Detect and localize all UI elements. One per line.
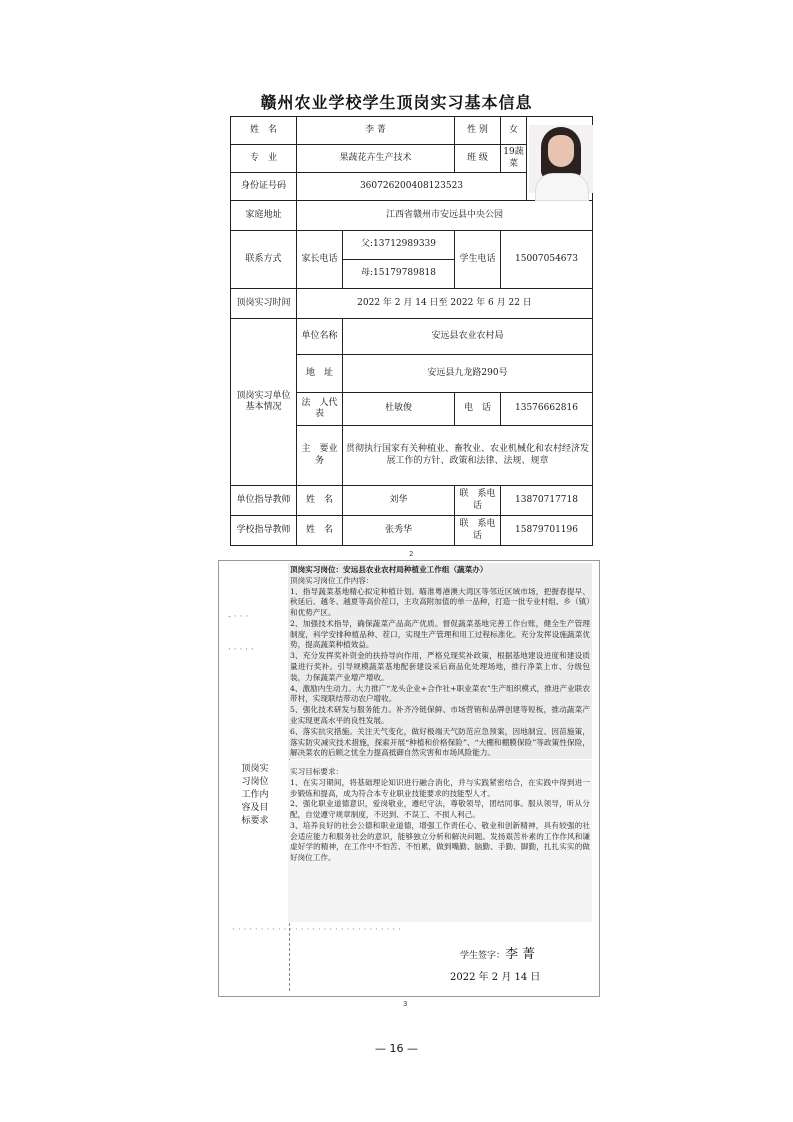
- id-value: 360726200408123523: [297, 173, 527, 201]
- duties-label: 主 要业 务: [297, 426, 343, 486]
- legal-label: 法 人代 表: [297, 393, 343, 426]
- unit-mentor-phone: 13870717718: [501, 486, 593, 516]
- page-footer: — 16 —: [375, 1042, 418, 1055]
- student-photo: [529, 125, 593, 193]
- job-item: 1、指导蔬菜基地精心拟定种植计划。瞄准粤港澳大湾区等邻近区域市场，把握春提早、秋延后、越冬、越夏等高价茬口，主攻高附加值的单一品种，打造一批专业村组、乡（镇）和优势产区。: [290, 586, 590, 618]
- goal-item: 1、在实习期间，将基础理论知识进行融合消化，并与实践紧密结合，在实践中得到进一步锻炼和提高，成为符合本专业职业技能要求的技能型人才。: [290, 777, 590, 798]
- unit-name-label: 单位名称: [297, 319, 343, 355]
- period-value: 2022 年 2 月 14 日至 2022 年 6 月 22 日: [297, 289, 593, 319]
- page-mark-2: 3: [403, 1000, 408, 1008]
- job-item: 5、强化技术研发与服务能力。补齐冷链保鲜、市场营销和品牌创建等短板，推动蔬菜产业实现更高水平的良性发展。: [290, 705, 590, 725]
- school-mentor-name-label: 姓 名: [297, 516, 343, 546]
- page-title: 赣州农业学校学生顶岗实习基本信息: [260, 93, 533, 112]
- unit-mentor-name: 刘华: [343, 486, 455, 516]
- unit-name-value: 安远县农业农村局: [343, 319, 593, 355]
- job-left-label: 顶岗实习岗位工作内容及目标要求: [241, 764, 269, 827]
- job-post: 顶岗实习岗位：安远县农业农村局种植业工作组（蔬菜办）: [290, 565, 488, 574]
- goal-item: 3、培养良好的社会公德和职业道德，增强工作责任心、敬业和创新精神，具有较强的社会适应能力和服务社会的意识，能够独立分析和解决问题。发扬艰苦朴素的工作作风和谦虚好学的精神，在工作中不怕苦、不怕累，做到嘴勤、脑勤、手勤、脚勤，扎扎实实的做好岗位工作。: [290, 820, 590, 863]
- unit-mentor-phone-label: 联 系电 话: [455, 486, 501, 516]
- student-phone: 15007054673: [501, 231, 593, 289]
- class-value: 19蔬菜: [501, 145, 527, 173]
- job-item: 2、加强技术指导，确保蔬菜产品高产优质。督促蔬菜基地完善工作台账，健全生产管理制度，科学安排种植品种、茬口，实现生产管理和用工过程标准化。充分发挥设施蔬菜优势，提高蔬菜种植效益。: [290, 618, 590, 650]
- gender-value: 女: [501, 117, 527, 145]
- gender-label: 性 别: [455, 117, 501, 145]
- class-label: 班 级: [455, 145, 501, 173]
- job-item: 6、落实抗灾措施。关注天气变化，做好极端天气防范应急预案，因地制宜、因苗施策，落实防灾减灾技术措施，探索开展“种植和价格保险”、“大棚和棚膜保险”等政策性保险，解决菜农的后顾之忧全力提高抵御自然灾害和市场风险能力。: [290, 726, 590, 758]
- id-label: 身份证号码: [231, 173, 297, 201]
- job-item: 4、激励内生动力。大力推广“龙头企业+合作社+职业菜农”生产组织模式，推进产业联农带村，实现联结带动农户增收。: [290, 683, 590, 704]
- duties-value: 贯彻执行国家有关种植业、畜牧业、农业机械化和农村经济发展工作的方针、政策和法律、法规、规章: [343, 426, 593, 486]
- unit-mentor-name-label: 姓 名: [297, 486, 343, 516]
- major-label: 专 业: [231, 145, 297, 173]
- mother-phone: 母:15179789818: [343, 260, 455, 289]
- major-value: 果蔬花卉生产技术: [297, 145, 455, 173]
- sign-name: 李 菁: [505, 947, 536, 962]
- unit-info-label: 顶岗实习单位基本情况: [231, 319, 297, 486]
- school-mentor-phone: 15879701196: [501, 516, 593, 546]
- contact-label: 联系方式: [231, 231, 297, 289]
- unit-phone-value: 13576662816: [501, 393, 593, 426]
- period-label: 顶岗实习时间: [231, 289, 297, 319]
- page-mark-1: 2: [409, 550, 414, 558]
- goal-block: [290, 767, 590, 864]
- father-phone: 父:13712989339: [343, 231, 455, 260]
- school-mentor-label: 学校指导教师: [231, 516, 297, 546]
- job-item: 3、充分发挥奖补资金的扶持导向作用，严格兑现奖补政策，根据基地建设进度和建设质量进行奖补。引导规模蔬菜基地配套建设采后商品化处理场地，推行净菜上市、分级包装，力保蔬菜产业增产增收。: [290, 651, 590, 682]
- sign-label: 学生签字：: [460, 951, 506, 961]
- info-table: [230, 116, 593, 546]
- name-value: 李 菁: [297, 117, 455, 145]
- name-label: 姓 名: [231, 117, 297, 145]
- unit-mentor-label: 单位指导教师: [231, 486, 297, 516]
- student-phone-label: 学生电话: [455, 231, 501, 289]
- parent-phone-label: 家长电话: [297, 231, 343, 289]
- job-content-block: [290, 565, 590, 759]
- unit-address-value: 安远县九龙路290号: [343, 355, 593, 393]
- student-signature: [460, 943, 535, 962]
- goal-item: 2、强化职业道德意识，爱岗敬业，遵纪守法，尊敬领导，团结同事。服从领导，听从分配，自觉遵守规章制度，不迟到、不误工、不损人利己。: [290, 799, 590, 820]
- sign-date: 2022 年 2 月 14 日: [450, 972, 541, 983]
- goal-head: 实习目标要求：: [290, 767, 344, 776]
- unit-phone-label: 电 话: [455, 393, 501, 426]
- address-label: 家庭地址: [231, 201, 297, 231]
- job-content-head: 顶岗实习岗位工作内容：: [290, 575, 374, 585]
- legal-value: 杜敏俊: [343, 393, 455, 426]
- photo-cell: [527, 117, 593, 201]
- school-mentor-name: 张秀华: [343, 516, 455, 546]
- unit-address-label: 地 址: [297, 355, 343, 393]
- address-value: 江西省赣州市安远县中央公园: [297, 201, 593, 231]
- school-mentor-phone-label: 联 系电 话: [455, 516, 501, 546]
